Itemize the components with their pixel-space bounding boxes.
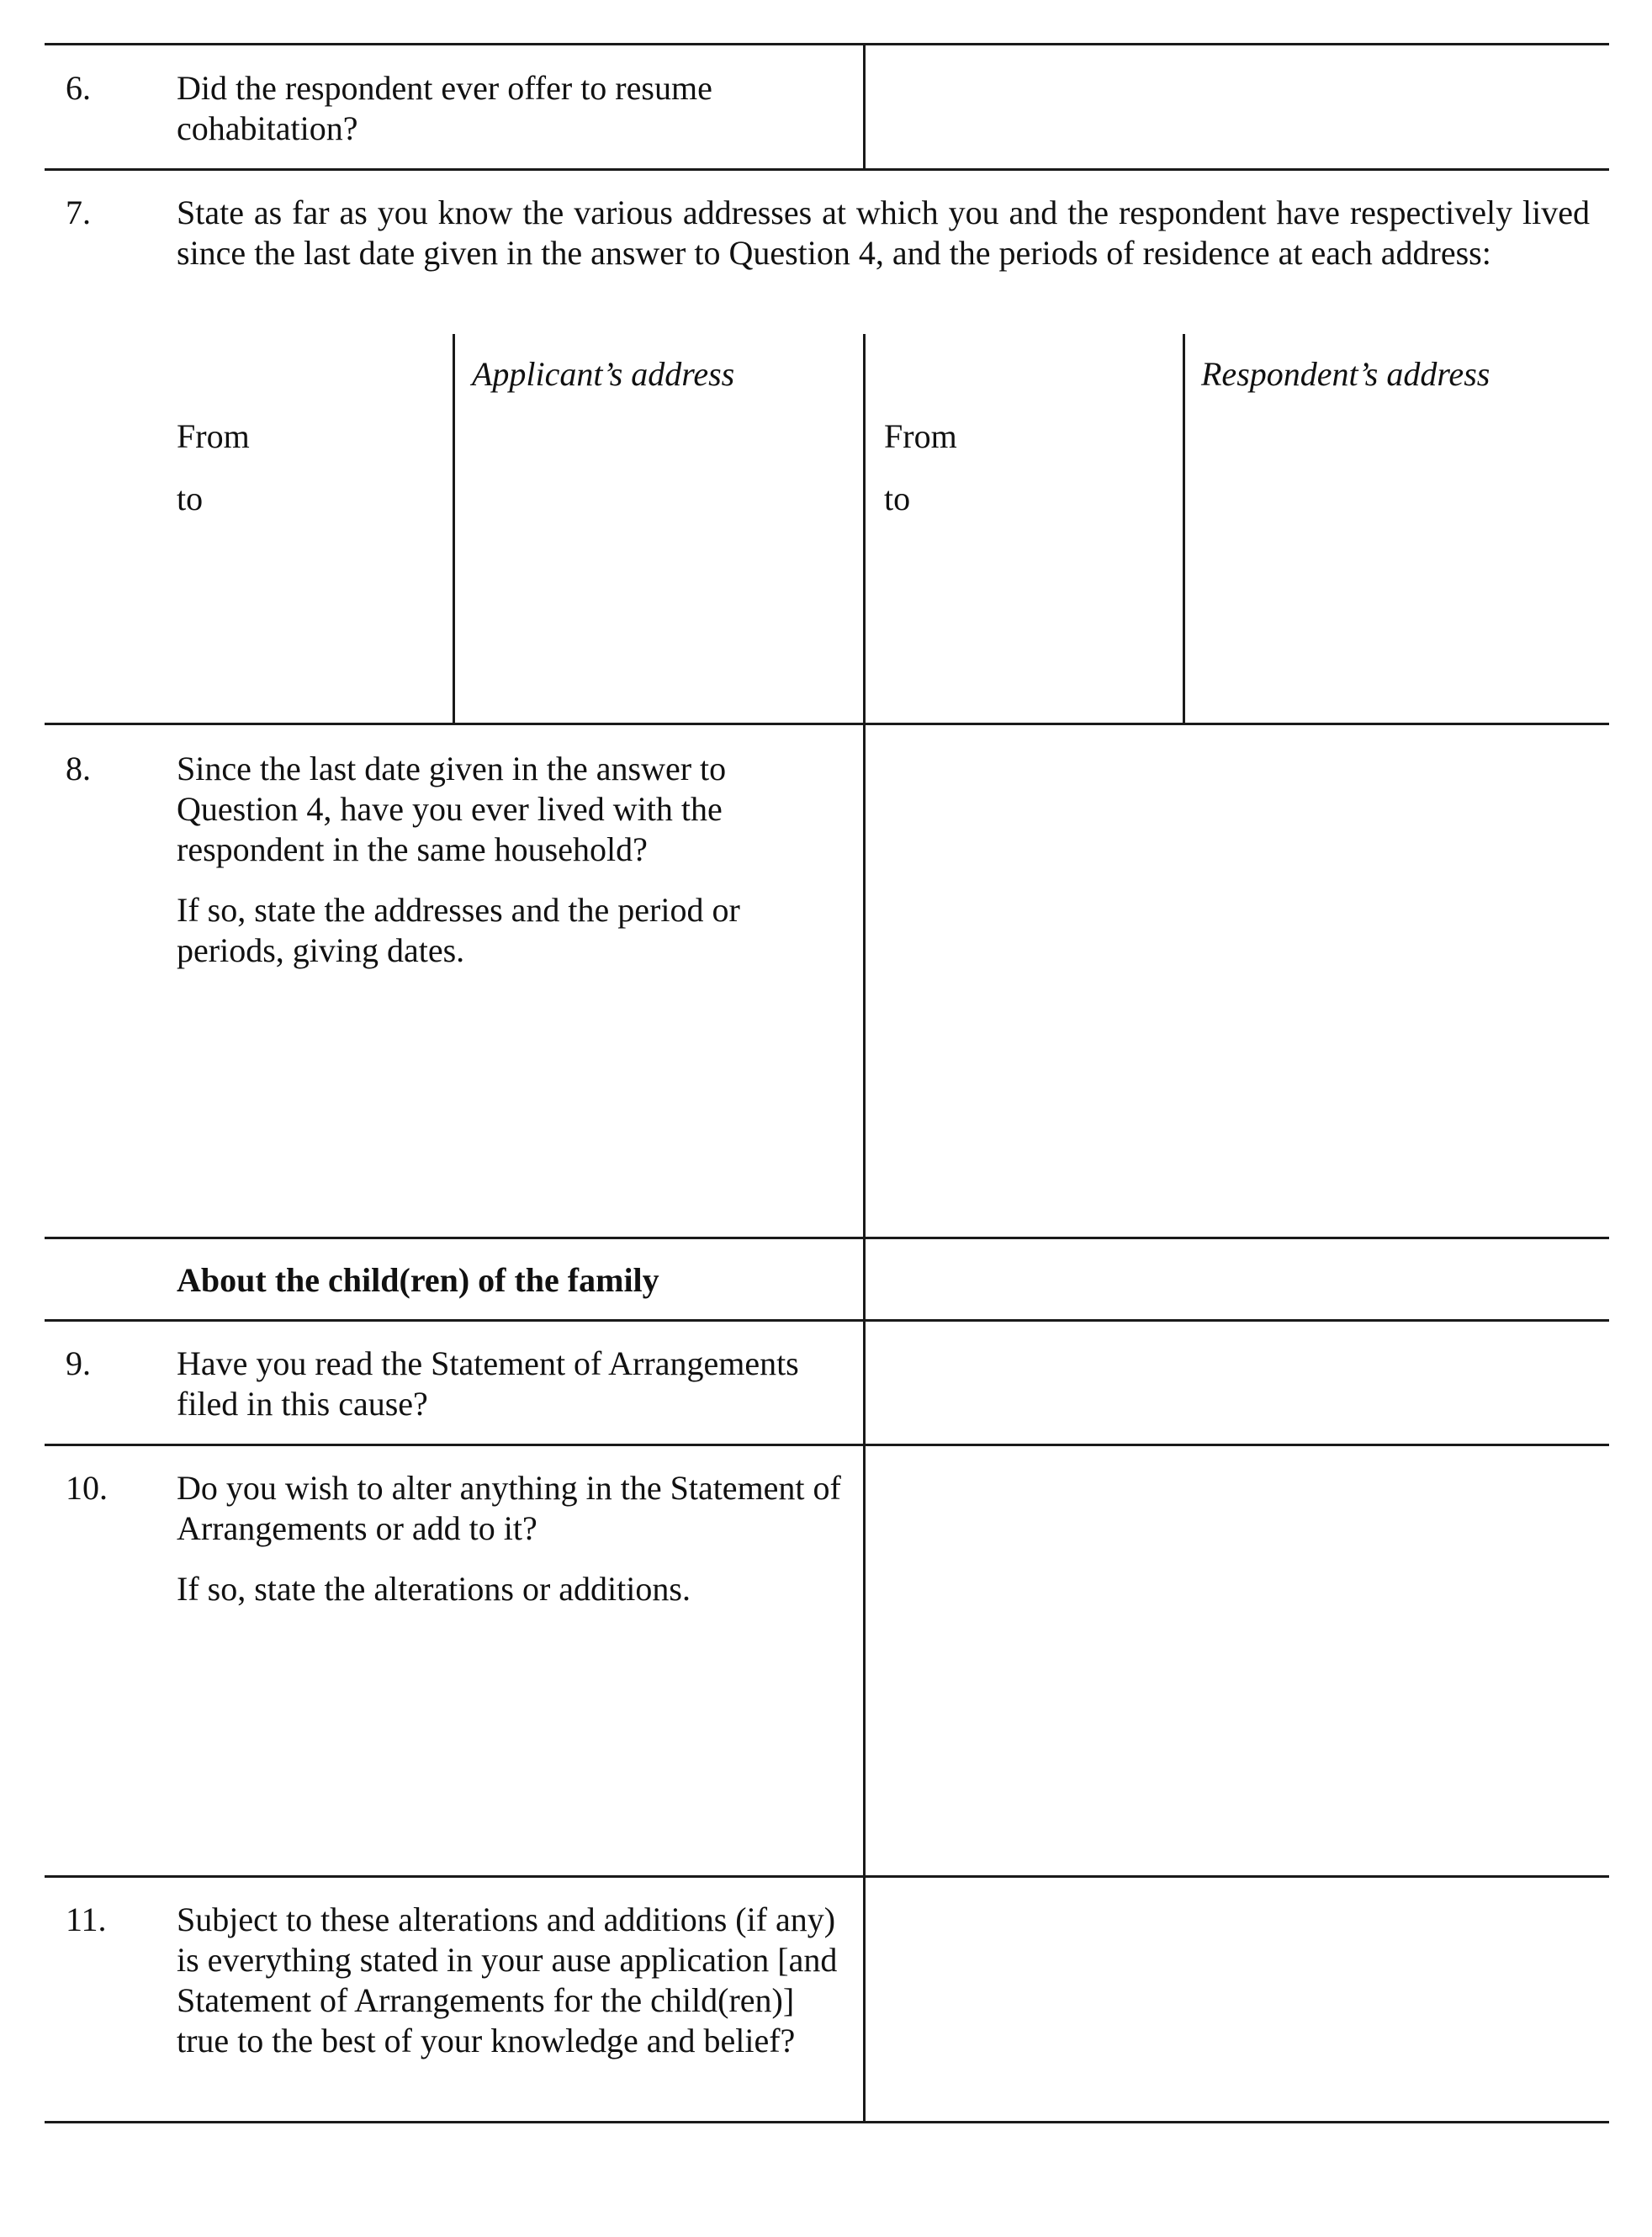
applicant-from-label: From	[177, 417, 250, 455]
divider-answer-column	[863, 724, 866, 2123]
rule-after-q10	[45, 1875, 1609, 1878]
question-10-text: Do you wish to alter anything in the Statement of Arrangements or add to it?	[177, 1469, 841, 1547]
question-9-number: 9.	[66, 1344, 91, 1382]
question-8-text: Since the last date given in the answer to Question 4, have you ever lived with the respondent in the same household?	[177, 750, 727, 868]
question-11	[177, 1900, 850, 2061]
rule-after-q7	[45, 723, 1609, 725]
question-6-number: 6.	[66, 69, 91, 107]
question-10-followup: If so, state the alterations or additions.	[177, 1570, 691, 1608]
question-11-text: Subject to these alterations and additions (if any) is everything stated in your ause application [and Statement of Arrangements for the child(ren)] true to the best of your knowledge and belief?	[177, 1900, 838, 2059]
question-8	[177, 749, 850, 971]
question-9-text: Have you read the Statement of Arrangements filed in this cause?	[177, 1344, 799, 1423]
question-11-number: 11.	[66, 1900, 107, 1938]
applicant-address-heading: Applicant’s address	[472, 355, 735, 393]
question-8-followup: If so, state the addresses and the period or periods, giving dates.	[177, 891, 740, 969]
question-9	[177, 1344, 850, 1424]
rule-after-section-heading	[45, 1319, 1609, 1322]
rule-after-q8	[45, 1237, 1609, 1239]
question-6	[177, 68, 850, 149]
divider-q7-middle	[863, 334, 866, 724]
section-heading-children: About the child(ren) of the family	[177, 1261, 659, 1299]
respondent-address-heading: Respondent’s address	[1201, 355, 1491, 393]
applicant-to-label: to	[177, 480, 204, 517]
question-7-text: State as far as you know the various addresses at which you and the respondent have respectively lived since the last date given in the answer to Question 4, and the periods of residence at each address:	[177, 193, 1590, 272]
divider-respondent-from	[1183, 334, 1185, 724]
rule-bottom	[45, 2121, 1609, 2123]
question-8-number: 8.	[66, 750, 91, 787]
question-7-number: 7.	[66, 193, 91, 231]
rule-after-q9	[45, 1444, 1609, 1446]
rule-top	[45, 43, 1609, 45]
question-6-text: Did the respondent ever offer to resume cohabitation?	[177, 69, 712, 147]
divider-applicant-from	[453, 334, 455, 724]
question-10-number: 10.	[66, 1469, 108, 1507]
respondent-from-label: From	[884, 417, 957, 455]
rule-after-q6	[45, 168, 1609, 171]
respondent-to-label: to	[884, 480, 911, 517]
divider-q6	[863, 45, 866, 169]
question-10	[177, 1468, 850, 1609]
